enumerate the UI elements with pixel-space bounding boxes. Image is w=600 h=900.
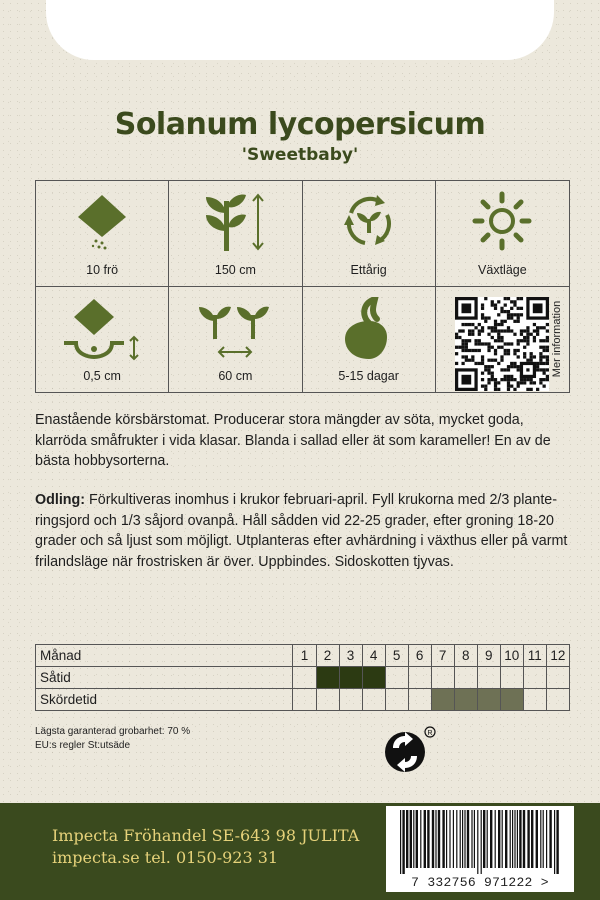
address-line-1: Impecta Fröhandel SE-643 98 JULITA [52, 826, 360, 845]
spec-label: 0,5 cm [83, 369, 121, 383]
sowing-label: Såtid [36, 667, 293, 689]
calendar-cell [385, 667, 408, 689]
calendar-cell [316, 689, 339, 711]
barcode-bars [386, 806, 574, 874]
month-5: 5 [385, 645, 408, 667]
calendar-cell [431, 689, 454, 711]
page-title: Solanum lycopersicum [114, 107, 486, 142]
plant-spacing-icon [197, 297, 273, 361]
calendar-cell [408, 689, 431, 711]
calendar-cell [293, 689, 316, 711]
calendar-cell [362, 689, 385, 711]
month-1: 1 [293, 645, 316, 667]
month-4: 4 [362, 645, 385, 667]
calendar-cell [385, 689, 408, 711]
seed-packet-icon [72, 191, 132, 251]
qr-code[interactable] [455, 297, 549, 391]
germination-note: Lägsta garanterad grobarhet: 70 % [35, 726, 191, 737]
spec-sowing-depth [36, 287, 169, 393]
spec-germination [303, 287, 436, 393]
calendar-cell [477, 667, 500, 689]
spec-seed-count [36, 181, 169, 287]
sun-icon [470, 191, 534, 251]
barcode [386, 806, 574, 892]
calendar-cell [454, 667, 477, 689]
month-8: 8 [454, 645, 477, 667]
calendar-cell [339, 667, 362, 689]
harvest-label: Skördetid [36, 689, 293, 711]
germination-sprout-icon [339, 297, 399, 361]
sowing-calendar [35, 644, 570, 711]
cultivation-heading: Odling: [35, 492, 86, 508]
calendar-cell [408, 667, 431, 689]
spec-label: 10 frö [86, 262, 119, 277]
spec-label: 150 cm [214, 262, 256, 277]
qr-label: Mer information [551, 301, 564, 378]
barcode-number: 7 332756 971222 > [411, 875, 549, 890]
calendar-cell [339, 689, 362, 711]
address-line-2: impecta.se tel. 0150-923 31 [52, 848, 279, 867]
calendar-cell [546, 667, 569, 689]
plant-height-icon [200, 191, 270, 253]
calendar-header-row [36, 645, 570, 667]
spec-label: Växtläge [478, 262, 527, 277]
calendar-cell [523, 689, 546, 711]
calendar-cell [293, 667, 316, 689]
spec-label: Ettårig [350, 262, 387, 277]
product-description: Enastående körsbärstomat. Producerar stora mängder av söta, mycket goda, klarröda småfrukter i vida klasar. Blanda i sallad eller ät som karameller! En av de bästa hobbysorterna. [35, 412, 551, 469]
month-11: 11 [523, 645, 546, 667]
hanger-cutout [46, 0, 554, 60]
month-6: 6 [408, 645, 431, 667]
sowing-depth-icon [62, 297, 142, 363]
spec-grid [35, 180, 570, 393]
month-2: 2 [316, 645, 339, 667]
green-dot-recycle-icon [383, 726, 439, 776]
svg-text:R: R [427, 730, 433, 737]
month-9: 9 [477, 645, 500, 667]
spec-label: 5-15 dagar [338, 369, 399, 383]
calendar-cell [523, 667, 546, 689]
cultivation-body: Förkultiveras inomhus i krukor februari-april. Fyll krukorna med 2/3 plante-ringsjord och 1/3 såjord ovanpå. Håll sådden vid 22-25 grader, efter groning 18-20 grader och så ljust som möjligt. Utplanteras efter avhärdning i växthus eller på varmt frilandsläge när frostrisken är över. Uppbindes. Sidoskotten tjyvas. [35, 492, 568, 570]
calendar-cell [500, 689, 523, 711]
spec-height [169, 181, 302, 287]
qr-code-cell[interactable] [436, 287, 569, 393]
spec-spacing [169, 287, 302, 393]
calendar-cell [454, 689, 477, 711]
month-10: 10 [500, 645, 523, 667]
month-3: 3 [339, 645, 362, 667]
calendar-cell [362, 667, 385, 689]
month-12: 12 [546, 645, 569, 667]
calendar-cell [316, 667, 339, 689]
cultivation-text [35, 490, 570, 572]
spec-location [436, 181, 569, 287]
annual-cycle-icon [339, 191, 399, 251]
variety-name: 'Sweetbaby' [241, 145, 359, 165]
calendar-cell [500, 667, 523, 689]
calendar-cell [546, 689, 569, 711]
eu-note: EU:s regler St:utsäde [35, 740, 131, 751]
month-label: Månad [36, 645, 293, 667]
calendar-cell [431, 667, 454, 689]
month-7: 7 [431, 645, 454, 667]
spec-label: 60 cm [218, 369, 253, 383]
calendar-row-harvest [36, 689, 570, 711]
spec-lifecycle [303, 181, 436, 287]
calendar-cell [477, 689, 500, 711]
calendar-row-sowing [36, 667, 570, 689]
